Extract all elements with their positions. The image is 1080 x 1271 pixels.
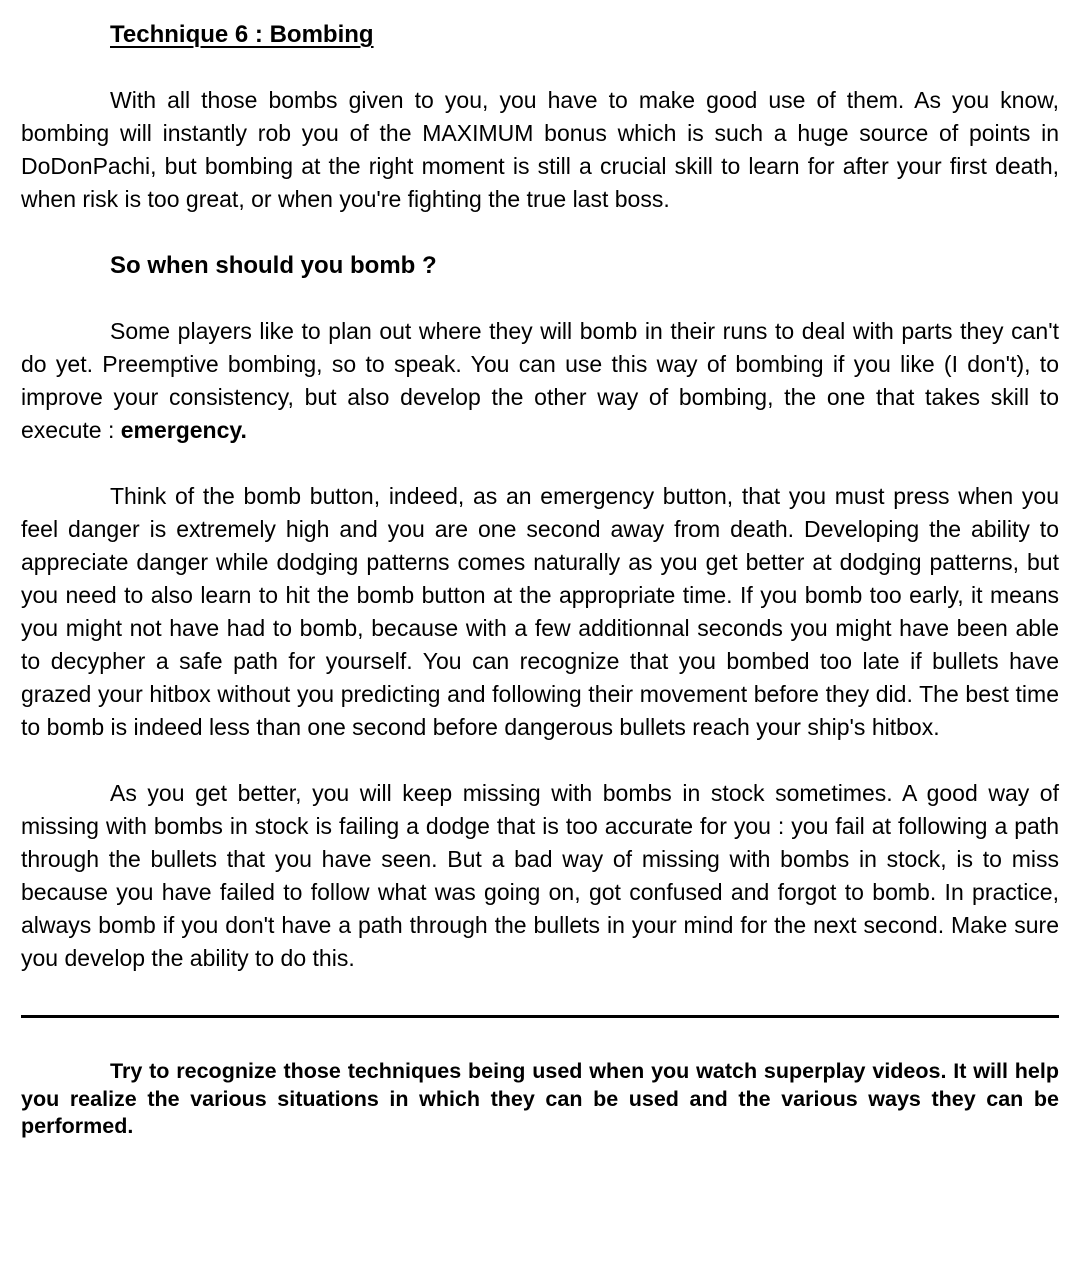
horizontal-divider bbox=[21, 1015, 1059, 1018]
paragraph-preemptive-bombing bbox=[21, 315, 1059, 447]
closing-note: Try to recognize those techniques being used when you watch superplay videos. It will help you realize the various situations in which they can be used and the various ways they can be performed. bbox=[21, 1059, 1059, 1138]
paragraph-preemptive-bombing-emphasis: emergency. bbox=[120, 417, 247, 443]
paragraph-emergency-button: Think of the bomb button, indeed, as an emergency button, that you must press when you feel danger is extremely high and you are one second away from death. Developing the ability to appreciate danger while dodging patterns comes naturally as you get better at dodging patterns, but you need to also learn to hit the bomb button at the appropriate time. If you bomb too early, it means you might not have had to bomb, because with a few additionnal seconds you might have been able to decypher a safe path for yourself. You can recognize that you bombed too late if bullets have grazed your hitbox without you predicting and following their movement before they did. The best time to bomb is indeed less than one second before dangerous bullets reach your ship's hitbox. bbox=[21, 483, 1059, 740]
paragraph-intro: With all those bombs given to you, you have to make good use of them. As you know, bombing will instantly rob you of the MAXIMUM bonus which is such a huge source of points in DoDonPachi, but bombing at the right moment is still a crucial skill to learn for after your first death, when risk is too great, or when you're fighting the true last boss. bbox=[21, 87, 1059, 212]
paragraph-preemptive-bombing-text: Some players like to plan out where they will bomb in their runs to deal with parts they can't do yet. Preemptive bombing, so to speak. You can use this way of bombing if you like (I don't), to improve your consistency, but also develop the other way of bombing, the one that takes skill to execute : bbox=[21, 318, 1059, 443]
section-heading: Technique 6 : Bombing bbox=[110, 21, 374, 48]
subheading-when-to-bomb: So when should you bomb ? bbox=[110, 252, 437, 279]
paragraph-missing-with-bombs: As you get better, you will keep missing with bombs in stock sometimes. A good way of missing with bombs in stock is failing a dodge that is too accurate for you : you fail at following a path through the bullets that you have seen. But a bad way of missing with bombs in stock, is to miss because you have failed to follow what was going on, got confused and forgot to bomb. In practice, always bomb if you don't have a path through the bullets in your mind for the next second. Make sure you develop the ability to do this. bbox=[21, 780, 1059, 971]
